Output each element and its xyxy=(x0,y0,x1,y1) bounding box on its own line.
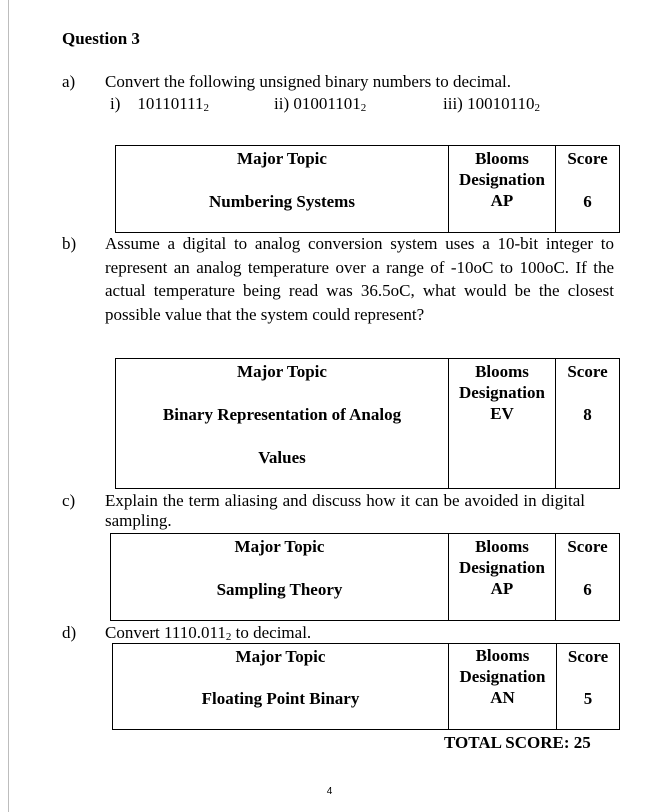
blooms-value: AP xyxy=(490,191,514,210)
blooms-value: AN xyxy=(490,688,515,707)
item-label: iii) xyxy=(443,94,463,113)
part-c-label: c) xyxy=(62,491,76,510)
topic-value: Floating Point Binary xyxy=(201,689,360,708)
score-column xyxy=(555,534,619,620)
blooms-header-line1: Blooms xyxy=(475,362,529,381)
blooms-header-line2: Designation xyxy=(459,170,545,189)
major-topic-column xyxy=(111,534,448,620)
major-topic-column xyxy=(116,359,448,488)
topic-value-line2: Values xyxy=(258,448,306,467)
blooms-column xyxy=(448,359,555,488)
blooms-column xyxy=(448,644,556,729)
blooms-header-line2: Designation xyxy=(459,558,545,577)
major-topic-column xyxy=(116,146,448,232)
part-b-text: Assume a digital to analog conversion system uses a 10-bit integer to represent an analog temperature over a range of -10oC to 100oC. If the actual temperature being read was 36.5oC, what would be the closest possible value that the system could represent? xyxy=(105,234,614,325)
binary-value: 10010110 xyxy=(467,94,535,113)
part-d-label: d) xyxy=(62,623,77,642)
score-column xyxy=(555,359,619,488)
part-d-rubric-table xyxy=(112,643,620,730)
blooms-column xyxy=(448,146,555,232)
score-header: Score xyxy=(567,362,608,381)
page-edge-line xyxy=(8,0,9,812)
blooms-header-line1: Blooms xyxy=(475,646,530,665)
total-score: TOTAL SCORE: 25 xyxy=(444,733,591,752)
part-d-text-after: to decimal. xyxy=(231,623,312,642)
item-label: ii) xyxy=(274,94,290,113)
blooms-column xyxy=(448,534,555,620)
blooms-value: EV xyxy=(490,404,514,423)
score-value: 8 xyxy=(583,405,592,424)
part-a-text: Convert the following unsigned binary numbers to decimal. xyxy=(105,72,512,91)
part-a-label: a) xyxy=(62,72,76,91)
major-topic-header: Major Topic xyxy=(234,537,325,556)
score-column xyxy=(555,146,619,232)
blooms-header-line1: Blooms xyxy=(475,149,529,168)
major-topic-header: Major Topic xyxy=(235,647,326,666)
part-b-rubric-table xyxy=(115,358,620,489)
blooms-header-line1: Blooms xyxy=(475,537,529,556)
score-column xyxy=(556,644,619,729)
major-topic-column xyxy=(113,644,448,729)
blooms-header-line2: Designation xyxy=(459,667,546,686)
part-a-item-2 xyxy=(274,94,366,118)
part-c-text: Explain the term aliasing and discuss how it can be avoided in digital sampling. xyxy=(105,491,585,530)
part-d-text-before: Convert 1110.011 xyxy=(105,623,226,642)
base-subscript: 2 xyxy=(360,102,367,114)
binary-value: 10110111 xyxy=(137,94,204,113)
base-subscript: 2 xyxy=(203,102,209,114)
topic-value: Sampling Theory xyxy=(216,580,343,599)
topic-value: Numbering Systems xyxy=(209,192,355,211)
question-title: Question 3 xyxy=(62,29,140,48)
major-topic-header: Major Topic xyxy=(237,149,327,168)
binary-value: 01001101 xyxy=(293,94,361,113)
page-number: 4 xyxy=(326,786,333,797)
score-value: 6 xyxy=(583,580,592,599)
part-c-rubric-table xyxy=(110,533,620,621)
part-a-rubric-table xyxy=(115,145,620,233)
blooms-value: AP xyxy=(490,579,514,598)
score-header: Score xyxy=(567,537,608,556)
score-value: 6 xyxy=(583,192,592,211)
blooms-header-line2: Designation xyxy=(459,383,545,402)
part-a-item-1 xyxy=(110,94,209,118)
topic-value-line1: Binary Representation of Analog xyxy=(162,405,402,424)
score-header: Score xyxy=(567,149,608,168)
score-value: 5 xyxy=(583,689,593,708)
major-topic-header: Major Topic xyxy=(237,362,327,381)
score-header: Score xyxy=(567,647,609,666)
part-b-label: b) xyxy=(62,234,77,253)
base-subscript: 2 xyxy=(534,102,540,114)
base-subscript: 2 xyxy=(225,631,232,643)
part-a-item-3 xyxy=(443,94,540,118)
item-label: i) xyxy=(110,94,121,113)
